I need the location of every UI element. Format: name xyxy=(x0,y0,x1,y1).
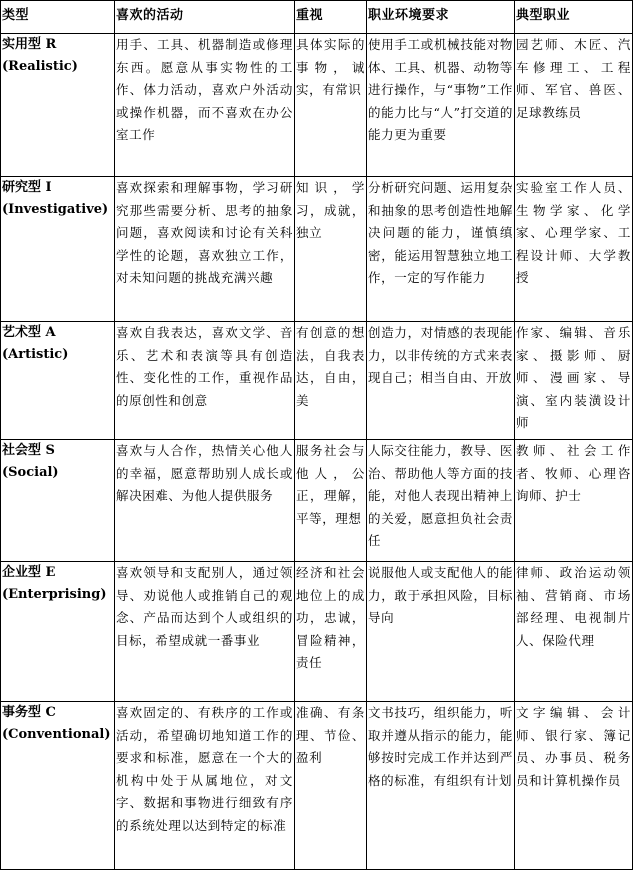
environment-cell: 人际交往能力，教导、医治、帮助他人等方面的技能，对他人表现出精神上的关爱，愿意担负社会责任 xyxy=(367,440,515,562)
activities-cell: 喜欢自我表达，喜欢文学、音乐、艺术和表演等具有创造性、变化性的工作，重视作品的原创性和创意 xyxy=(115,322,295,440)
values-cell: 具体实际的事物，诚实，有常识 xyxy=(295,34,367,177)
type-english: (Conventional) xyxy=(2,727,111,742)
occupations-cell: 作家、编辑、音乐家、摄影师、厨师、漫画家、导演、室内装潢设计师 xyxy=(515,322,633,440)
row-social xyxy=(1,440,633,562)
environment-cell: 创造力，对情感的表现能力，以非传统的方式来表现自己；相当自由、开放 xyxy=(367,322,515,440)
values-cell: 准确、有条理、节俭、盈利 xyxy=(295,702,367,870)
header-environment: 职业环境要求 xyxy=(367,1,515,34)
environment-cell: 文书技巧，组织能力，听取并遵从指示的能力，能够按时完成工作并达到严格的标准，有组织有计划 xyxy=(367,702,515,870)
occupations-cell: 实验室工作人员、生物学家、化学家、心理学家、工程设计师、大学教授 xyxy=(515,177,633,322)
header-type: 类型 xyxy=(1,1,115,34)
type-cell-conventional xyxy=(1,702,115,870)
environment-cell: 使用手工或机械技能对物体、工具、机器、动物等进行操作，与“事物”工作的能力比与“人”打交道的能力更为重要 xyxy=(367,34,515,177)
header-row xyxy=(1,1,633,34)
row-enterprising xyxy=(1,562,633,702)
type-cell-realistic xyxy=(1,34,115,177)
type-name: 事务型 C xyxy=(2,705,56,720)
type-english: (Enterprising) xyxy=(2,587,107,602)
environment-cell: 说服他人或支配他人的能力，敢于承担风险，目标导向 xyxy=(367,562,515,702)
values-cell: 经济和社会地位上的成功，忠诚，冒险精神，责任 xyxy=(295,562,367,702)
occupations-cell: 园艺师、木匠、汽车修理工、工程师、军官、兽医、足球教练员 xyxy=(515,34,633,177)
type-name: 研究型 I xyxy=(2,180,52,195)
type-cell-social xyxy=(1,440,115,562)
row-realistic xyxy=(1,34,633,177)
type-english: (Realistic) xyxy=(2,59,78,74)
type-name: 企业型 E xyxy=(2,565,56,580)
activities-cell: 喜欢固定的、有秩序的工作或活动，希望确切地知道工作的要求和标准，愿意在一个大的机构中处于从属地位，对文字、数据和事物进行细致有序的系统处理以达到特定的标准 xyxy=(115,702,295,870)
activities-cell: 喜欢领导和支配别人，通过领导、劝说他人或推销自己的观念、产品而达到个人或组织的目标，希望成就一番事业 xyxy=(115,562,295,702)
occupations-cell: 律师、政治运动领袖、营销商、市场部经理、电视制片人、保险代理 xyxy=(515,562,633,702)
values-cell: 服务社会与他人，公正，理解，平等，理想 xyxy=(295,440,367,562)
row-artistic xyxy=(1,322,633,440)
type-cell-investigative xyxy=(1,177,115,322)
row-investigative xyxy=(1,177,633,322)
environment-cell: 分析研究问题、运用复杂和抽象的思考创造性地解决问题的能力，谨慎缜密，能运用智慧独立地工作，一定的写作能力 xyxy=(367,177,515,322)
occupations-cell: 文字编辑、会计师、银行家、簿记员、办事员、税务员和计算机操作员 xyxy=(515,702,633,870)
activities-cell: 喜欢探索和理解事物，学习研究那些需要分析、思考的抽象问题，喜欢阅读和讨论有关科学性的论题，喜欢独立工作，对未知问题的挑战充满兴趣 xyxy=(115,177,295,322)
values-cell: 有创意的想法，自我表达，自由，美 xyxy=(295,322,367,440)
type-cell-enterprising xyxy=(1,562,115,702)
type-name: 社会型 S xyxy=(2,443,55,458)
row-conventional xyxy=(1,702,633,870)
type-english: (Social) xyxy=(2,465,59,480)
occupations-cell: 教师、社会工作者、牧师、心理咨询师、护士 xyxy=(515,440,633,562)
type-cell-artistic xyxy=(1,322,115,440)
activities-cell: 喜欢与人合作，热情关心他人的幸福，愿意帮助别人成长或解决困难、为他人提供服务 xyxy=(115,440,295,562)
type-english: (Investigative) xyxy=(2,202,109,217)
type-name: 艺术型 A xyxy=(2,325,56,340)
header-occupations: 典型职业 xyxy=(515,1,633,34)
header-activities: 喜欢的活动 xyxy=(115,1,295,34)
values-cell: 知识，学习，成就，独立 xyxy=(295,177,367,322)
type-english: (Artistic) xyxy=(2,347,69,362)
header-values: 重视 xyxy=(295,1,367,34)
activities-cell: 用手、工具、机器制造或修理东西。愿意从事实物性的工作、体力活动，喜欢户外活动或操作机器，而不喜欢在办公室工作 xyxy=(115,34,295,177)
type-name: 实用型 R xyxy=(2,37,57,52)
